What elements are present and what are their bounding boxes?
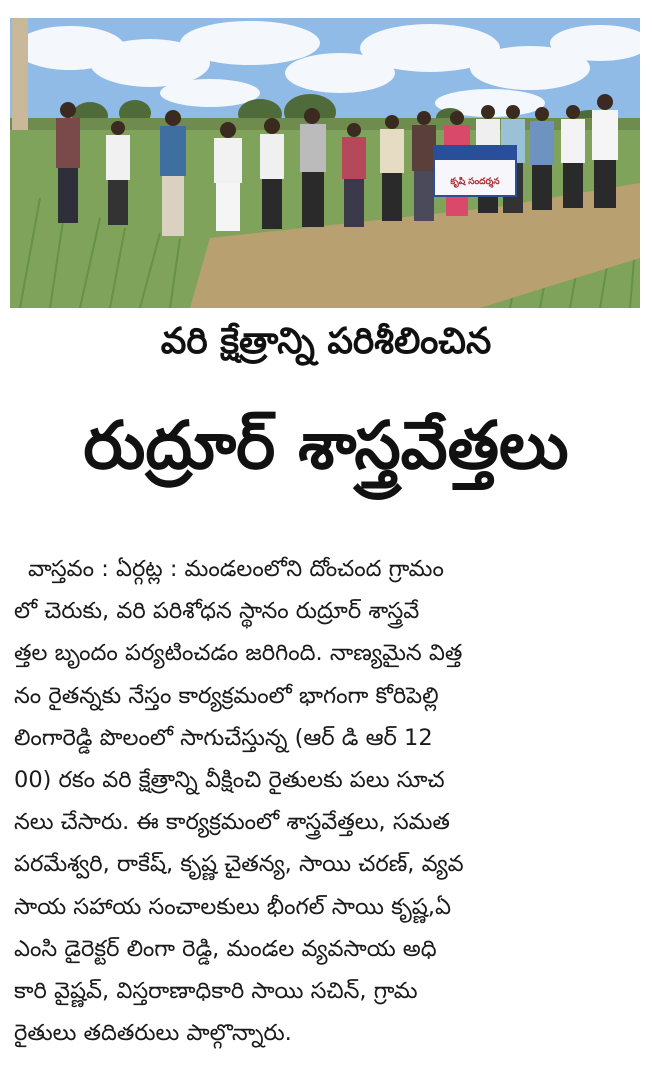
article-line: ఎంసి డైరెక్టర్ లింగా రెడ్డి, మండల వ్యవసాయ అధి <box>14 935 437 962</box>
article-line: 00) రకం వరి క్షేత్రాన్ని వీక్షించి రైతులకు పలు సూచ <box>14 766 445 793</box>
article-line: నం రైతన్నకు నేస్తం కార్యక్రమంలో భాగంగా కోరిపెల్లి <box>14 682 439 709</box>
photo-banner-text: కృషి సందర్శన <box>450 177 500 187</box>
article-line: రైతులు తదితరులు పాల్గొన్నారు. <box>14 1020 292 1047</box>
article-line: త్తల బృందం పర్యటించడం జరిగింది. నాణ్యమైన విత్త <box>14 640 463 667</box>
article-line: నలు చేసారు. ఈ కార్యక్రమంలో శాస్త్రవేత్తలు, సమత <box>14 809 450 836</box>
article-line: లింగారెడ్డి పొలంలో సాగుచేస్తున్న (ఆర్ డి ఆర్ 12 <box>14 724 433 751</box>
article-line: కారి వైష్ణవ్, విస్తరాణాధికారి సాయి సచిన్, గ్రామ <box>14 977 418 1004</box>
headline-sub: వరి క్షేత్రాన్ని పరిశీలించిన <box>160 321 492 362</box>
article-body <box>14 548 638 1054</box>
article-line: వాస్తవం : ఏర్గట్ల : మండలంలోని దోంచంద గ్రామం <box>28 556 444 582</box>
photo-icon <box>10 18 640 308</box>
photo-banner <box>434 146 516 196</box>
article-line: సాయ సహాయ సంచాలకులు భీంగల్ సాయి కృష్ణ,ఏ <box>14 893 452 920</box>
article-line: పరమేశ్వరి, రాకేష్, కృష్ణ చైతన్య, సాయి చరణ్, వ్యవ <box>14 851 464 878</box>
article-line: లో చెరుకు, వరి పరిశోధన స్థానం రుద్రూర్ శాస్త్రవే <box>14 598 420 625</box>
news-photo <box>10 18 640 308</box>
headline-main: రుద్రూర్ శాస్త్రవేత్తలు <box>83 407 569 484</box>
